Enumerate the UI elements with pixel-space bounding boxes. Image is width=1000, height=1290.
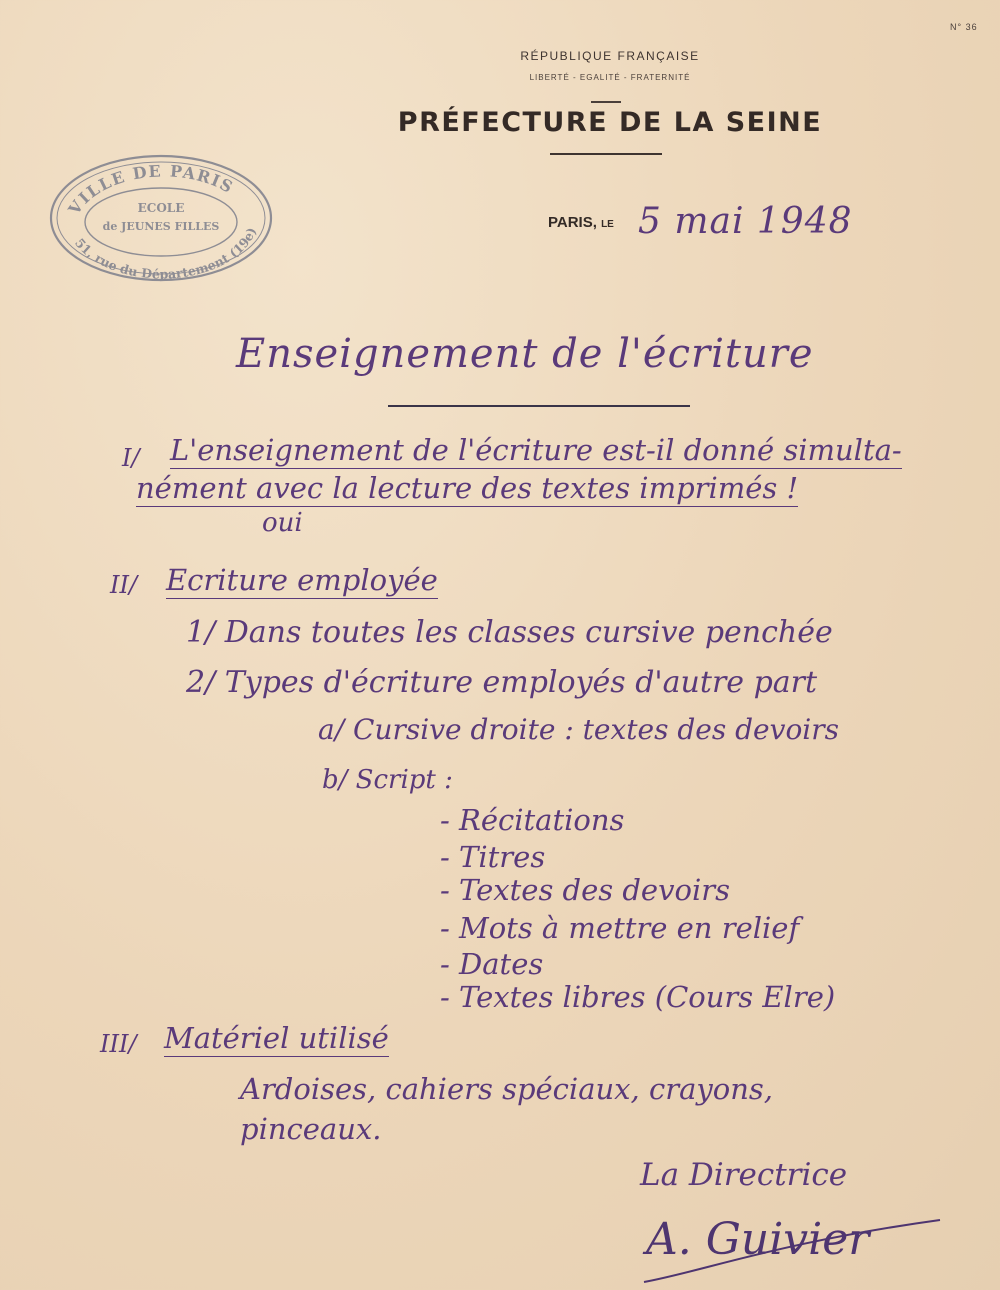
republic-motto: LIBERTÉ - EGALITÉ - FRATERNITÉ xyxy=(529,73,691,82)
question-1-number: I/ xyxy=(122,444,140,472)
question-2-line-2: 2/ Types d'écriture employés d'autre part xyxy=(186,665,818,700)
city-le: LE xyxy=(601,219,614,230)
question-3-heading-text: Matériel utilisé xyxy=(164,1021,389,1055)
closing-title: La Directrice xyxy=(640,1157,848,1193)
signature-flourish xyxy=(640,1212,950,1290)
title-underline xyxy=(550,153,662,155)
document-title: Enseignement de l'écriture xyxy=(236,331,814,377)
question-2-sub-a: a/ Cursive droite : textes des devoirs xyxy=(318,713,840,746)
stamp-bottom-text: 51, rue du Département (19e) xyxy=(72,225,260,282)
question-3-heading xyxy=(164,1021,389,1055)
city-name: PARIS, xyxy=(548,214,597,231)
script-list-item: - Textes des devoirs xyxy=(440,873,730,907)
question-3-line-1: Ardoises, cahiers spéciaux, crayons, xyxy=(240,1072,773,1106)
handwritten-date: 5 mai 1948 xyxy=(638,201,853,242)
svg-text:51, rue du Département (19e) xyxy=(72,225,259,281)
script-list-item: - Titres xyxy=(440,840,546,874)
question-1-answer: oui xyxy=(262,508,303,538)
question-1-line-1 xyxy=(170,433,902,467)
question-1-line-2-text: nément avec la lecture des textes imprimés ! xyxy=(136,471,799,505)
question-2-line-1: 1/ Dans toutes les classes cursive penchée xyxy=(186,615,833,650)
document-number: N° 36 xyxy=(950,22,978,32)
question-3-number: III/ xyxy=(100,1030,137,1058)
script-list-item: - Mots à mettre en relief xyxy=(440,911,800,945)
stamp-top-text: VILLE DE PARIS xyxy=(64,161,238,219)
letterhead-rule xyxy=(591,101,621,103)
question-3-line-2: pinceaux. xyxy=(240,1112,382,1146)
city-label xyxy=(548,214,614,231)
signature: A. Guivier xyxy=(646,1214,870,1265)
republic-heading: RÉPUBLIQUE FRANÇAISE xyxy=(520,49,700,63)
question-1-line-2 xyxy=(136,471,799,505)
script-list-item: - Textes libres (Cours Elre) xyxy=(440,980,836,1014)
school-stamp xyxy=(46,150,276,285)
question-2-heading xyxy=(166,563,438,597)
prefecture-title: PRÉFECTURE DE LA SEINE xyxy=(397,107,823,138)
script-list-item: - Récitations xyxy=(440,803,625,837)
script-list-item: - Dates xyxy=(440,947,544,981)
stamp-center-line2: de JEUNES FILLES xyxy=(102,220,220,233)
document-title-rule xyxy=(388,405,690,407)
question-1-line-1-text: L'enseignement de l'écriture est-il donné simulta- xyxy=(170,433,902,467)
stamp-center-line1: ECOLE xyxy=(137,201,185,215)
question-2-heading-text: Ecriture employée xyxy=(166,563,438,597)
question-2-sub-b: b/ Script : xyxy=(322,765,453,795)
question-2-number: II/ xyxy=(110,571,138,599)
